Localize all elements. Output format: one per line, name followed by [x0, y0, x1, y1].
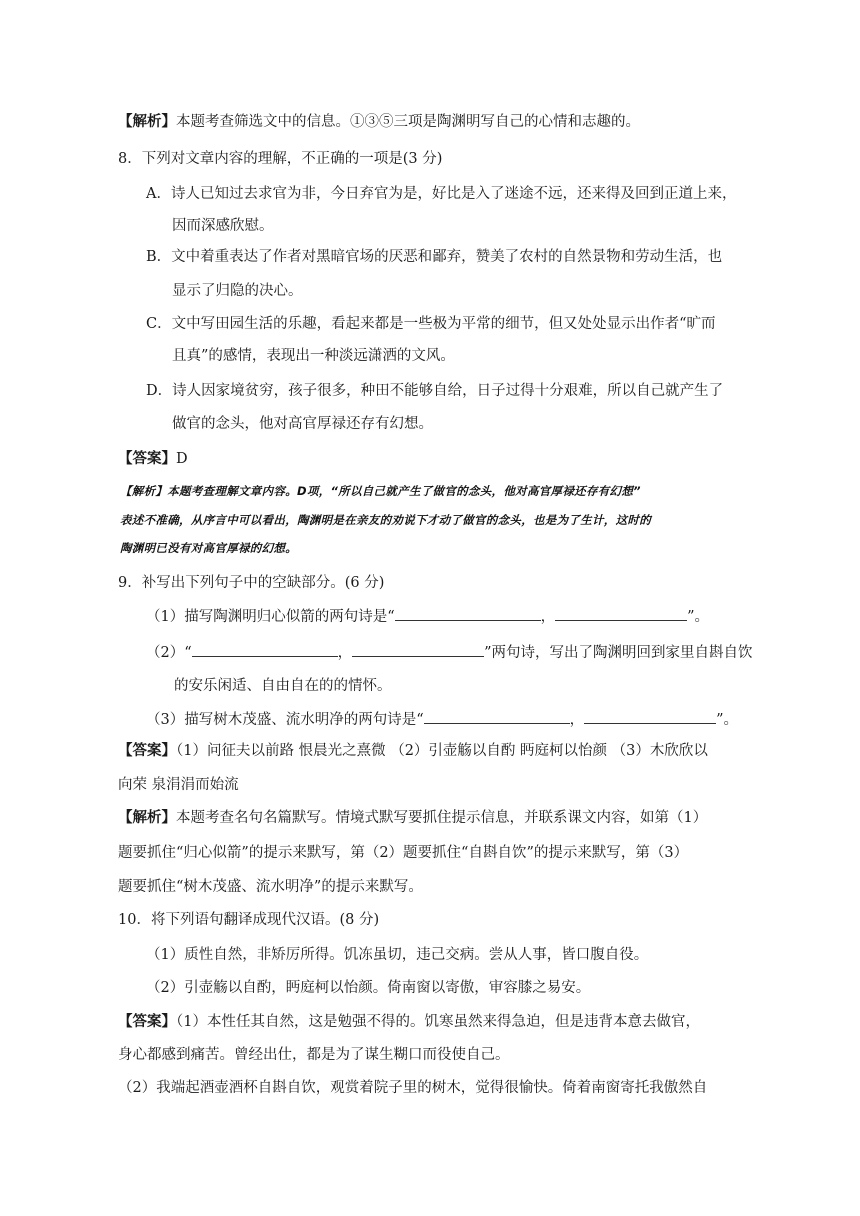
q9-analysis-line2: 题要抓住“归心似箭”的提示来默写，第（2）题要抓住“自斟自饮”的提示来默写，第（3） [118, 845, 689, 861]
question-10-stem: 10．将下列语句翻译成现代汉语。(8 分) [118, 912, 380, 928]
q9-item-3-prefix: （3）描写树木茂盛、流水明净的两句诗是“ [146, 712, 424, 728]
question-8-stem: 8．下列对文章内容的理解，不正确的一项是(3 分) [118, 151, 443, 167]
q10-answer-line2: 身心都感到痛苦。曾经出仕，都是为了谋生糊口而役使自己。 [118, 1047, 510, 1063]
analysis-tag: 【解析】 [118, 809, 176, 826]
q9-answer-line1 [118, 741, 708, 761]
q9-item-2-line2: 的安乐闲适、自由自在的的情怀。 [174, 678, 392, 694]
q9-item-2-suffix: ”两句诗，写出了陶渊明回到家里自斟自饮 [484, 645, 753, 661]
q10-item-2: （2）引壶觞以自酌，眄庭柯以怡颜。倚南窗以寄傲，审容膝之易安。 [146, 980, 591, 996]
answer-tag: 【答案】 [118, 1013, 176, 1030]
q9-item-1-prefix: （1）描写陶渊明归心似箭的两句诗是“ [146, 609, 395, 625]
analysis-tag: 【解析】 [118, 113, 176, 130]
q9-item-1 [146, 606, 709, 627]
q9-item-2 [146, 642, 753, 663]
answer-tag: 【答案】 [118, 450, 176, 467]
q8-answer [118, 449, 188, 469]
q9-analysis-line3: 题要抓住“树木茂盛、流水明净”的提示来默写。 [118, 879, 423, 895]
scanned-analysis-line1: 【解析】本题考查理解文章内容。D项，“所以自己就产生了做官的念头，他对高官厚禄还存有幻想” [120, 484, 641, 498]
fill-blank[interactable] [584, 709, 716, 724]
option-a-line1: A．诗人已知过去求官为非，今日弃官为是，好比是入了迷途不远，还来得及回到正道上来， [146, 186, 737, 202]
q10-answer-line3: （2）我端起酒壶酒杯自斟自饮，观赏着院子里的树木，觉得很愉快。倚着南窗寄托我傲然自 [118, 1080, 708, 1096]
comma: ， [569, 712, 585, 728]
comma: ， [337, 645, 353, 661]
comma: ， [540, 609, 556, 625]
question-9-stem: 9．补写出下列句子中的空缺部分。(6 分) [118, 575, 385, 591]
fill-blank[interactable] [424, 709, 570, 724]
option-c-line2: 且真”的感情，表现出一种淡远潇洒的文风。 [172, 348, 455, 364]
answer-tag: 【答案】 [118, 742, 176, 759]
scanned-analysis-line3: 陶渊明已没有对高官厚禄的幻想。 [120, 541, 297, 555]
q9-item-3 [146, 709, 738, 730]
closing-quote: ”。 [687, 609, 710, 625]
analysis-text: 本题考查筛选文中的信息。①③⑤三项是陶渊明写自己的心情和志趣的。 [176, 114, 640, 130]
fill-blank[interactable] [555, 606, 687, 621]
q9-answer-line2: 向荣 泉涓涓而始流 [118, 777, 239, 793]
q10-answer-line1 [118, 1012, 700, 1032]
option-d-line1: D．诗人因家境贫穷，孩子很多，种田不能够自给，日子过得十分艰难，所以自己就产生了 [146, 383, 724, 399]
q10-item-1: （1）质性自然，非矫厉所得。饥冻虽切，违己交病。尝从人事，皆口腹自役。 [146, 947, 649, 963]
analysis-text: 本题考查名句名篇默写。情境式默写要抓住提示信息，并联系课文内容，如第（1） [176, 810, 708, 826]
scanned-analysis-line2: 表述不准确，从序言中可以看出，陶渊明是在亲友的劝说下才动了做官的念头，也是为了生计，这时的 [120, 513, 651, 527]
q7-analysis [118, 112, 640, 132]
q9-analysis-line1 [118, 808, 707, 828]
answer-text: （1）问征夫以前路 恨晨光之熹微 （2）引壶觞以自酌 眄庭柯以怡颜 （3）木欣欣以 [176, 743, 708, 759]
q9-item-2-prefix: （2）“ [146, 645, 192, 661]
option-c-line1: C．文中写田园生活的乐趣，看起来都是一些极为平常的细节，但又处处显示出作者“旷而 [146, 316, 716, 332]
option-b-line2: 显示了归隐的决心。 [172, 283, 303, 299]
option-d-line2: 做官的念头，他对高官厚禄还存有幻想。 [172, 416, 433, 432]
fill-blank[interactable] [395, 606, 541, 621]
fill-blank[interactable] [352, 642, 484, 657]
fill-blank[interactable] [192, 642, 338, 657]
option-a-line2: 因而深感欣慰。 [172, 218, 274, 234]
answer-text: D [176, 451, 188, 467]
option-b-line1: B．文中着重表达了作者对黑暗官场的厌恶和鄙弃，赞美了农村的自然景物和劳动生活，也 [146, 249, 723, 265]
closing-quote: ”。 [716, 712, 739, 728]
answer-text: （1）本性任其自然，这是勉强不得的。饥寒虽然来得急迫，但是违背本意去做官， [176, 1014, 700, 1030]
